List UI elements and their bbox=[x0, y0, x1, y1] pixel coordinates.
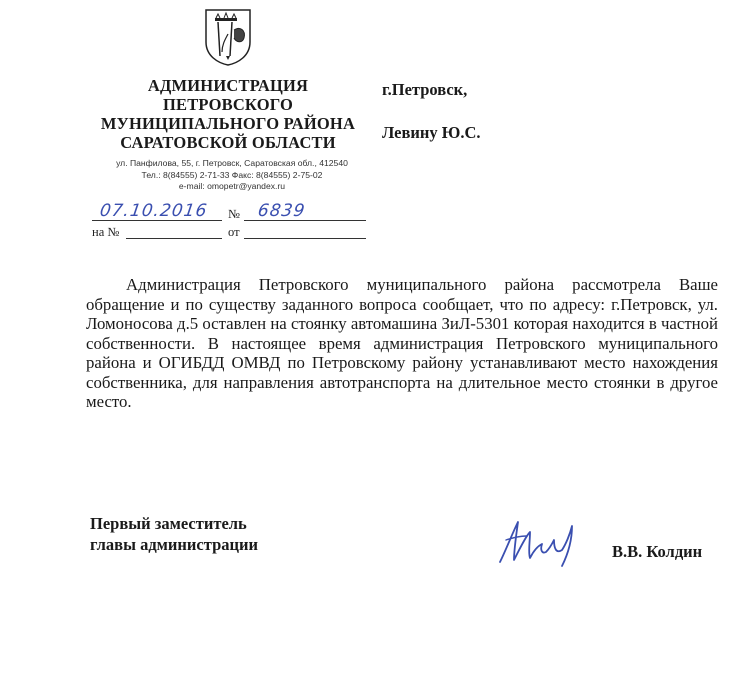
from-label: от bbox=[228, 225, 240, 239]
contact-email: e-mail: omopetr@yandex.ru bbox=[178, 181, 286, 191]
addressee-name: Левину Ю.С. bbox=[382, 123, 481, 142]
position-line: Первый заместитель bbox=[90, 514, 247, 533]
organization-contacts bbox=[112, 158, 352, 193]
coat-of-arms-icon bbox=[204, 8, 252, 66]
from-underline bbox=[244, 238, 366, 239]
organization-title bbox=[92, 76, 364, 152]
org-line: ПЕТРОВСКОГО bbox=[162, 95, 294, 114]
org-line: САРАТОВСКОЙ ОБЛАСТИ bbox=[120, 133, 336, 152]
handwritten-signature bbox=[492, 510, 592, 570]
signatory-name: В.В. Колдин bbox=[612, 542, 703, 561]
addressee-city: г.Петровск, bbox=[382, 80, 468, 99]
signatory-position bbox=[90, 513, 258, 555]
handwritten-date: 07.10.2016 bbox=[98, 201, 209, 221]
org-line: МУНИЦИПАЛЬНОГО РАЙОНА bbox=[100, 114, 356, 133]
letter-body: Администрация Петровского муниципального района рассмотрела Ваше обращение и по существу заданного вопроса сообщает, что по адресу: г.Петровск, ул. Ломоносова д.5 оставлен на стоянку автомашина ЗиЛ-5301 которая находится в частной собственности. В настоящее время администрация Петровского муниципального района и ОГИБДД ОМВД по Петровскому району устанавливают место нахождения собственника, для направления автотранспорта на длительное место стоянки в другое место. bbox=[86, 275, 718, 411]
reply-label: на № bbox=[92, 225, 120, 239]
number-sign: № bbox=[228, 207, 240, 221]
reply-underline bbox=[126, 238, 222, 239]
org-line: АДМИНИСТРАЦИЯ bbox=[147, 76, 309, 95]
contact-address: ул. Панфилова, 55, г. Петровск, Саратовская обл., 412540 bbox=[116, 158, 348, 168]
contact-phone: Тел.: 8(84555) 2-71-33 Факс: 8(84555) 2-75-02 bbox=[141, 169, 323, 180]
position-line: главы администрации bbox=[90, 535, 259, 554]
handwritten-number: 6839 bbox=[256, 201, 307, 221]
